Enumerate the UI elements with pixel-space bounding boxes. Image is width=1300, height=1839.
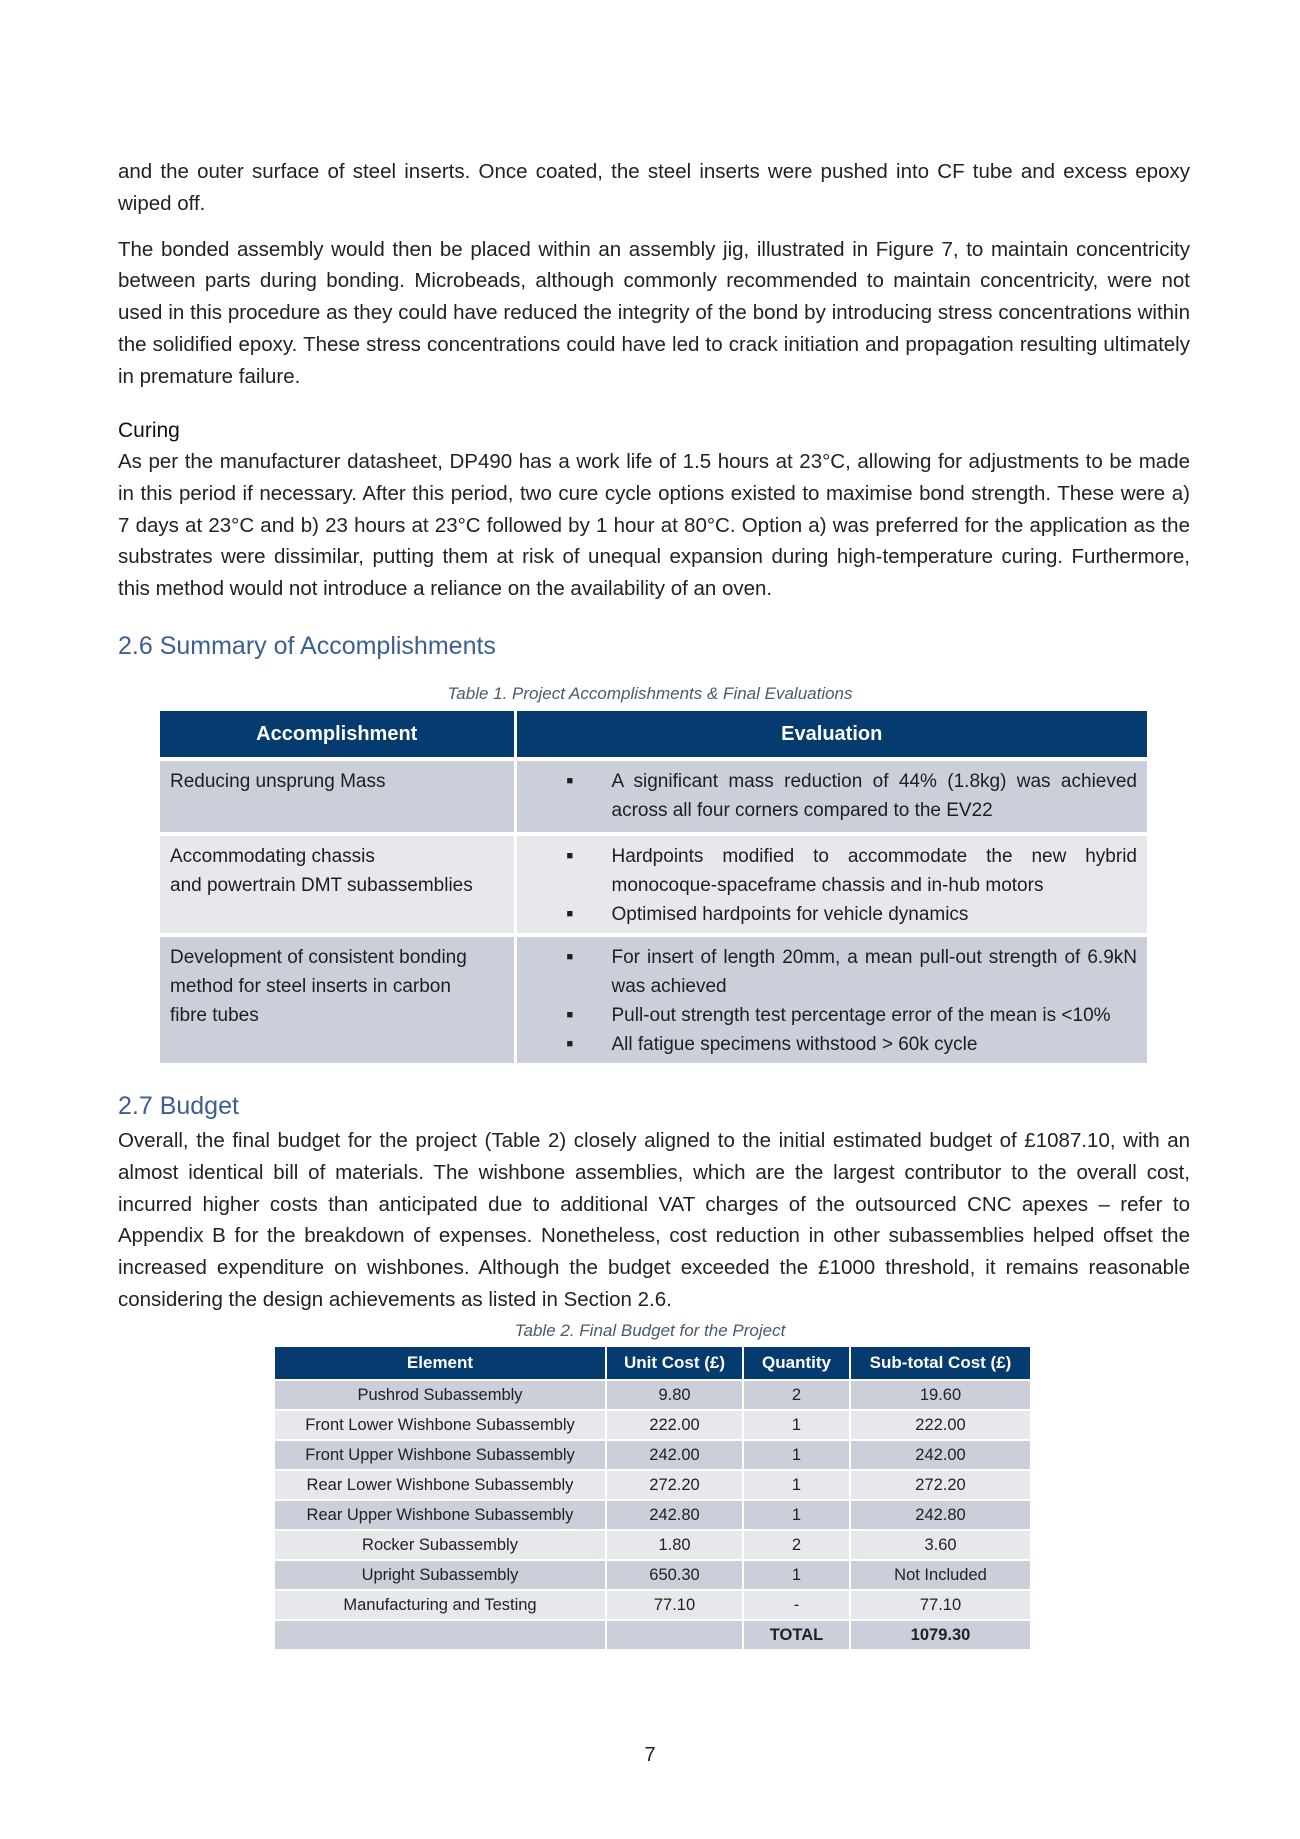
square-bullet-icon: ■ bbox=[566, 1009, 574, 1021]
page-number: 7 bbox=[644, 1744, 656, 1766]
unit-cost-cell: 77.10 bbox=[606, 1590, 743, 1620]
square-bullet-icon: ■ bbox=[566, 1038, 574, 1050]
accomplishment-cell: Reducing unsprung Mass bbox=[160, 759, 515, 834]
table-1-caption: Table 1. Project Accomplishments & Final Evaluations bbox=[447, 684, 853, 703]
quantity-cell: - bbox=[743, 1590, 850, 1620]
accomplishment-cell: Development of consistent bonding method for steel inserts in carbon fibre tubes bbox=[160, 935, 515, 1063]
unit-cost-cell: 242.00 bbox=[606, 1440, 743, 1470]
evaluation-cell bbox=[515, 834, 1147, 935]
list-item: ■ A significant mass reduction of 44% (1.8kg) was achieved across all four corners compared to the EV22 bbox=[517, 767, 1138, 825]
subtotal-cell: 77.10 bbox=[850, 1590, 1030, 1620]
element-cell: Rocker Subassembly bbox=[275, 1530, 606, 1560]
square-bullet-icon: ■ bbox=[566, 908, 574, 920]
unit-cost-cell: 272.20 bbox=[606, 1470, 743, 1500]
element-cell: Rear Upper Wishbone Subassembly bbox=[275, 1500, 606, 1530]
list-item: ■ Hardpoints modified to accommodate the new hybrid monocoque-spaceframe chassis and in-hub motors bbox=[517, 842, 1138, 900]
table-2-header-quantity: Quantity bbox=[743, 1347, 850, 1380]
table-1-header-accomplishment: Accomplishment bbox=[160, 711, 515, 759]
unit-cost-cell: 9.80 bbox=[606, 1380, 743, 1410]
square-bullet-icon: ■ bbox=[566, 951, 574, 963]
unit-cost-cell: 222.00 bbox=[606, 1410, 743, 1440]
quantity-cell: 1 bbox=[743, 1440, 850, 1470]
section-2-6-heading: 2.6 Summary of Accomplishments bbox=[118, 632, 496, 660]
table-row bbox=[275, 1500, 1030, 1530]
element-cell: Front Lower Wishbone Subassembly bbox=[275, 1410, 606, 1440]
table-row bbox=[160, 834, 1147, 935]
total-value: 1079.30 bbox=[850, 1620, 1030, 1649]
table-2-header-subtotal: Sub-total Cost (£) bbox=[850, 1347, 1030, 1380]
list-item: ■ For insert of length 20mm, a mean pull-out strength of 6.9kN was achieved bbox=[517, 943, 1138, 1001]
square-bullet-icon: ■ bbox=[566, 775, 574, 787]
table-row bbox=[160, 935, 1147, 1063]
section-2-7-heading: 2.7 Budget bbox=[118, 1092, 239, 1120]
unit-cost-cell: 242.80 bbox=[606, 1500, 743, 1530]
evaluation-cell bbox=[515, 935, 1147, 1063]
subtotal-cell: 3.60 bbox=[850, 1530, 1030, 1560]
table-total-row bbox=[275, 1620, 1030, 1649]
curing-heading: Curing bbox=[118, 419, 180, 442]
element-cell: Rear Lower Wishbone Subassembly bbox=[275, 1470, 606, 1500]
subtotal-cell: 242.00 bbox=[850, 1440, 1030, 1470]
empty-cell bbox=[275, 1620, 606, 1649]
table-row bbox=[275, 1470, 1030, 1500]
table-row bbox=[275, 1560, 1030, 1590]
quantity-cell: 1 bbox=[743, 1470, 850, 1500]
quantity-cell: 2 bbox=[743, 1380, 850, 1410]
element-cell: Manufacturing and Testing bbox=[275, 1590, 606, 1620]
element-cell: Front Upper Wishbone Subassembly bbox=[275, 1440, 606, 1470]
unit-cost-cell: 650.30 bbox=[606, 1560, 743, 1590]
table-1-header-evaluation: Evaluation bbox=[515, 711, 1147, 759]
table-row bbox=[275, 1380, 1030, 1410]
list-item: ■ Pull-out strength test percentage error of the mean is <10% bbox=[517, 1001, 1138, 1030]
element-cell: Upright Subassembly bbox=[275, 1560, 606, 1590]
quantity-cell: 1 bbox=[743, 1410, 850, 1440]
paragraph-budget: Overall, the final budget for the project (Table 2) closely aligned to the initial estimated budget of £1087.10, with an almost identical bill of materials. The wishbone assemblies, which are the largest contributor to the overall cost, incurred higher costs than anticipated due to additional VAT charges of the outsourced CNC apexes – refer to Appendix B for the breakdown of expenses. Nonetheless, cost reduction in other subassemblies helped offset the increased expenditure on wishbones. Although the budget exceeded the £1000 threshold, it remains reasonable considering the design achievements as listed in Section 2.6. bbox=[118, 1129, 1190, 1311]
square-bullet-icon: ■ bbox=[566, 850, 574, 862]
paragraph-assembly-jig: The bonded assembly would then be placed within an assembly jig, illustrated in Figure 7, to maintain concentricity between parts during bonding. Microbeads, although commonly recommended to maintain concentricity, were not used in this procedure as they could have reduced the integrity of the bond by introducing stress concentrations within the solidified epoxy. These stress concentrations could have led to crack initiation and propagation resulting ultimately in premature failure. bbox=[118, 237, 1190, 388]
paragraph-continuation: and the outer surface of steel inserts. Once coated, the steel inserts were pushed into CF tube and excess epoxy wiped off. bbox=[118, 160, 1190, 215]
list-item: ■ All fatigue specimens withstood > 60k cycle bbox=[517, 1030, 1138, 1059]
subtotal-cell: Not Included bbox=[850, 1560, 1030, 1590]
quantity-cell: 1 bbox=[743, 1500, 850, 1530]
quantity-cell: 1 bbox=[743, 1560, 850, 1590]
accomplishment-cell: Accommodating chassis and powertrain DMT subassemblies bbox=[160, 834, 515, 935]
evaluation-cell bbox=[515, 759, 1147, 834]
element-cell: Pushrod Subassembly bbox=[275, 1380, 606, 1410]
subtotal-cell: 242.80 bbox=[850, 1500, 1030, 1530]
paragraph-curing: As per the manufacturer datasheet, DP490 has a work life of 1.5 hours at 23°C, allowing for adjustments to be made in this period if necessary. After this period, two cure cycle options existed to maximise bond strength. These were a) 7 days at 23°C and b) 23 hours at 23°C followed by 1 hour at 80°C. Option a) was preferred for the application as the substrates were dissimilar, putting them at risk of unequal expansion during high-temperature curing. Furthermore, this method would not introduce a reliance on the availability of an oven. bbox=[118, 450, 1190, 601]
table-row bbox=[275, 1410, 1030, 1440]
table-2-header-unit-cost: Unit Cost (£) bbox=[606, 1347, 743, 1380]
table-2-header-element: Element bbox=[275, 1347, 606, 1380]
table-row bbox=[275, 1530, 1030, 1560]
budget-table bbox=[275, 1347, 1030, 1649]
table-row bbox=[275, 1590, 1030, 1620]
table-row bbox=[275, 1440, 1030, 1470]
total-label: TOTAL bbox=[743, 1620, 850, 1649]
accomplishments-table bbox=[160, 711, 1147, 1063]
table-row bbox=[160, 759, 1147, 834]
table-2-caption: Table 2. Final Budget for the Project bbox=[514, 1321, 786, 1340]
unit-cost-cell: 1.80 bbox=[606, 1530, 743, 1560]
empty-cell bbox=[606, 1620, 743, 1649]
subtotal-cell: 272.20 bbox=[850, 1470, 1030, 1500]
subtotal-cell: 222.00 bbox=[850, 1410, 1030, 1440]
quantity-cell: 2 bbox=[743, 1530, 850, 1560]
subtotal-cell: 19.60 bbox=[850, 1380, 1030, 1410]
list-item: ■ Optimised hardpoints for vehicle dynamics bbox=[517, 900, 1138, 929]
